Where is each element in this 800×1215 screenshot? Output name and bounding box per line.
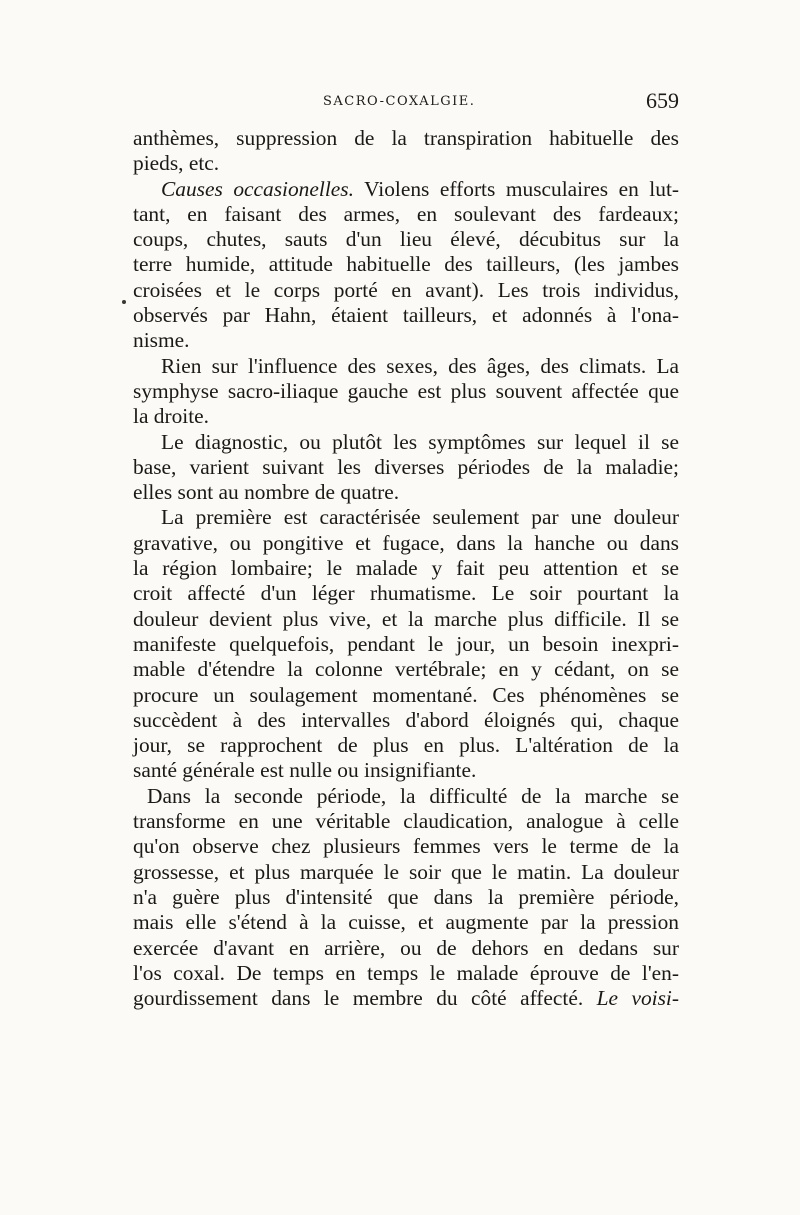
text-line: coups, chutes, sauts d'un lieu élevé, décubitus sur la <box>133 227 679 252</box>
text-line: jour, se rapprochent de plus en plus. L'altération de la <box>133 733 679 758</box>
text-line: observés par Hahn, étaient tailleurs, et adonnés à l'ona- <box>133 303 679 328</box>
text-line: mais elle s'étend à la cuisse, et augmente par la pression <box>133 910 679 935</box>
text-line: gravative, ou pongitive et fugace, dans la hanche ou dans <box>133 530 679 555</box>
text-fragment: Le voisi- <box>596 986 679 1011</box>
text-line: croit affecté d'un léger rhumatisme. Le soir pourtant la <box>133 581 679 606</box>
page-header <box>133 88 679 122</box>
text-line: n'a guère plus d'intensité que dans la première période, <box>133 884 679 909</box>
margin-dot <box>122 300 126 304</box>
text-line <box>133 177 679 202</box>
page-number: 659 <box>646 88 679 113</box>
text-line: base, varient suivant les diverses périodes de la maladie; <box>133 454 679 479</box>
section-lead: Causes occasionelles. <box>161 176 354 201</box>
text-line: qu'on observe chez plusieurs femmes vers le terme de la <box>133 834 679 859</box>
text-line: la région lombaire; le malade y fait peu attention et se <box>133 556 679 581</box>
text-line: exercée d'avant en arrière, ou de dehors en dedans sur <box>133 935 679 960</box>
text-line: manifeste quelquefois, pendant le jour, un besoin inexpri- <box>133 631 679 656</box>
text-line: Le diagnostic, ou plutôt les symptômes sur lequel il se <box>161 429 679 454</box>
text-line: douleur devient plus vive, et la marche plus difficile. Il se <box>133 606 679 631</box>
text-line: tant, en faisant des armes, en soulevant des fardeaux; <box>133 201 679 226</box>
running-title: SACRO-COXALGIE. <box>323 94 476 109</box>
text-line: grossesse, et plus marquée le soir que le matin. La douleur <box>133 859 679 884</box>
text-line: pieds, etc. <box>133 151 220 176</box>
text-line: transforme en une véritable claudication, analogue à celle <box>133 809 679 834</box>
text-line: l'os coxal. De temps en temps le malade éprouve de l'en- <box>133 960 679 985</box>
text-line: symphyse sacro-iliaque gauche est plus souvent affectée que <box>133 378 679 403</box>
text-line: croisées et le corps porté en avant). Les trois individus, <box>133 277 679 302</box>
text-line: La première est caractérisée seulement par une douleur <box>161 505 679 530</box>
text-line: la droite. <box>133 404 210 429</box>
text-line: nisme. <box>133 328 190 353</box>
text-line: Dans la seconde période, la difficulté de la marche se <box>147 783 679 808</box>
body-text <box>133 126 679 1011</box>
text-line: santé générale est nulle ou insignifiante. <box>133 758 477 783</box>
text-line: procure un soulagement momentané. Ces phénomènes se <box>133 682 679 707</box>
text-line: anthèmes, suppression de la transpiration habituelle des <box>133 126 679 150</box>
text-line: Rien sur l'influence des sexes, des âges, des climats. La <box>161 353 679 378</box>
text-line: mable d'étendre la colonne vertébrale; en y cédant, on se <box>133 657 679 682</box>
text-line: elles sont au nombre de quatre. <box>133 480 400 505</box>
text-line: succèdent à des intervalles d'abord éloignés qui, chaque <box>133 707 679 732</box>
text-fragment: gourdissement dans le membre du côté affecté. <box>133 986 584 1011</box>
text-line: terre humide, attitude habituelle des tailleurs, (les jambes <box>133 252 679 277</box>
text-fragment: Violens efforts musculaires en lut- <box>364 176 680 201</box>
text-line <box>133 986 679 1011</box>
